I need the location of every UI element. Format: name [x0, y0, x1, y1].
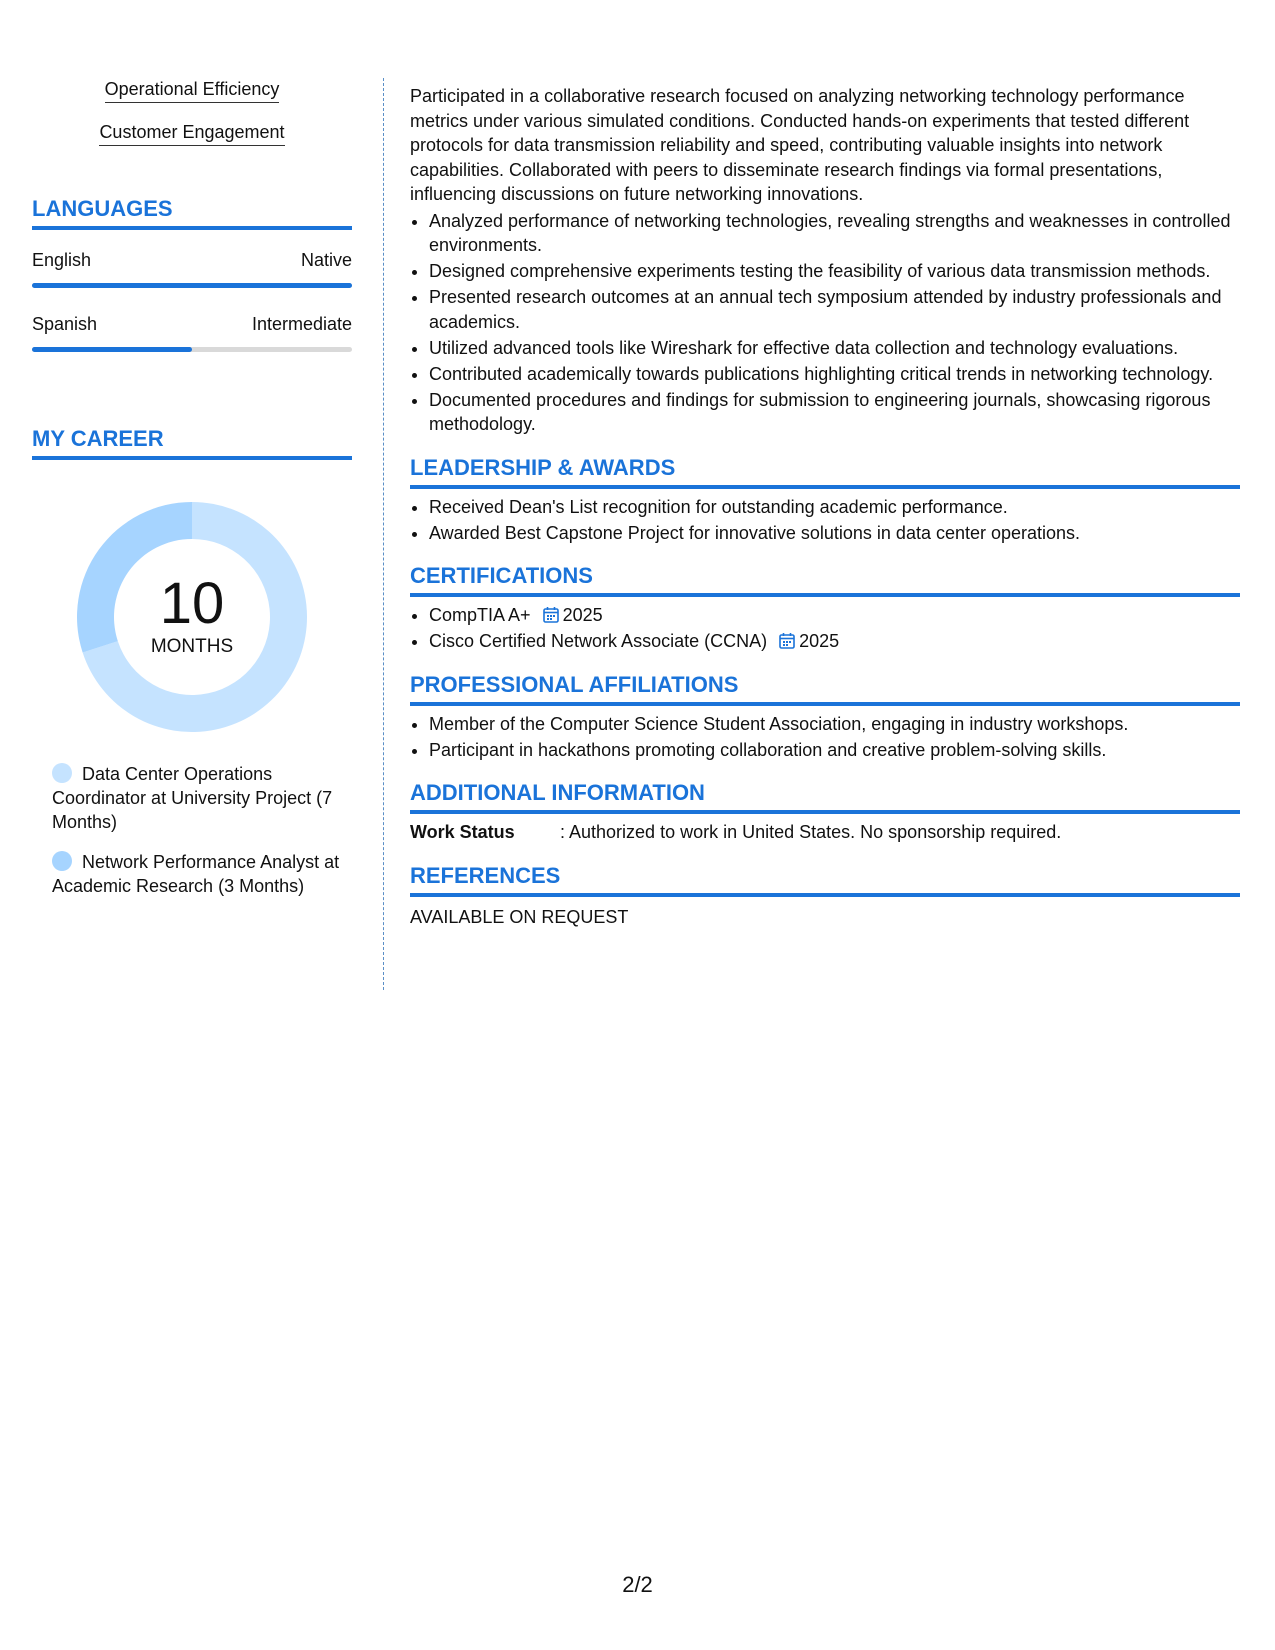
- career-total-number: 10: [159, 571, 225, 636]
- work-status-label: Work Status: [410, 822, 515, 842]
- skill-tag: Operational Efficiency: [105, 78, 280, 103]
- career-legend-label: Network Performance Analyst at Academic Research (3 Months): [52, 852, 340, 896]
- languages-section: [32, 196, 352, 352]
- certification-year: 2025: [562, 605, 603, 625]
- affiliations-section: [410, 672, 1240, 763]
- language-item: [32, 250, 352, 288]
- leadership-section: [410, 455, 1240, 546]
- language-level-bar: [32, 347, 352, 352]
- certification-item: [429, 603, 1240, 628]
- certifications-section: [410, 563, 1240, 654]
- references-section: [410, 863, 1240, 930]
- calendar-icon: [779, 632, 795, 649]
- certification-year: 2025: [799, 631, 840, 651]
- skill-tag: Customer Engagement: [99, 121, 284, 146]
- language-item: [32, 314, 352, 352]
- additional-section: [410, 780, 1240, 845]
- certifications-list: [410, 603, 1240, 654]
- list-item: • Member of the Computer Science Student Association, engaging in industry workshops.: [429, 712, 1240, 737]
- additional-heading: ADDITIONAL INFORMATION: [410, 780, 1240, 814]
- work-status-value: : Authorized to work in United States. No sponsorship required.: [560, 822, 1062, 842]
- calendar-icon: [543, 606, 559, 623]
- certifications-heading: CERTIFICATIONS: [410, 563, 1240, 597]
- certification-name: CompTIA A+: [429, 605, 531, 625]
- career-legend-item: [32, 762, 352, 834]
- career-legend: [32, 762, 352, 898]
- certification-item: [429, 629, 1240, 654]
- languages-heading: LANGUAGES: [32, 196, 352, 230]
- list-item: • Analyzed performance of networking technologies, revealing strengths and weaknesses in controlled environments.: [429, 209, 1240, 258]
- references-heading: REFERENCES: [410, 863, 1240, 897]
- language-level-bar: [32, 283, 352, 288]
- list-item: • Participant in hackathons promoting collaboration and creative problem-solving skills.: [429, 738, 1240, 763]
- career-donut-chart: [77, 502, 307, 732]
- career-legend-label: Data Center Operations Coordinator at University Project (7 Months): [52, 764, 333, 832]
- list-item: • Presented research outcomes at an annual tech symposium attended by industry professionals and academics.: [429, 285, 1240, 334]
- affiliations-list: [410, 712, 1240, 763]
- donut-center: [77, 571, 307, 658]
- leadership-heading: LEADERSHIP & AWARDS: [410, 455, 1240, 489]
- list-item: • Awarded Best Capstone Project for innovative solutions in data center operations.: [429, 521, 1240, 546]
- language-name: English: [32, 250, 92, 270]
- references-text: AVAILABLE ON REQUEST: [410, 906, 629, 927]
- language-level-fill: [32, 283, 352, 288]
- career-heading: MY CAREER: [32, 426, 352, 460]
- experience-bullets: [410, 209, 1240, 437]
- list-item: • Documented procedures and findings for submission to engineering journals, showcasing rigorous methodology.: [429, 388, 1240, 437]
- list-item: • Designed comprehensive experiments testing the feasibility of various data transmission methods.: [429, 259, 1240, 284]
- career-total-unit: MONTHS: [150, 636, 234, 657]
- certification-name: Cisco Certified Network Associate (CCNA): [429, 631, 768, 651]
- list-item: • Received Dean's List recognition for outstanding academic performance.: [429, 495, 1240, 520]
- column-divider: [383, 78, 384, 990]
- list-item: • Contributed academically towards publications highlighting critical trends in networking technology.: [429, 362, 1240, 387]
- experience-summary: Participated in a collaborative research focused on analyzing networking technology performance metrics under various simulated conditions. Conducted hands-on experiments that tested different protocols for data transmission reliability and speed, contributing valuable insights into network capabilities. Collaborated with peers to disseminate research findings via formal presentations, influencing discussions on future networking innovations.: [410, 86, 1190, 204]
- right-column: [410, 84, 1240, 929]
- list-item: • Utilized advanced tools like Wireshark for effective data collection and technology evaluations.: [429, 336, 1240, 361]
- language-level-fill: [32, 347, 192, 352]
- affiliations-heading: PROFESSIONAL AFFILIATIONS: [410, 672, 1240, 706]
- career-legend-item: [32, 850, 352, 898]
- leadership-list: [410, 495, 1240, 546]
- language-level: Intermediate: [251, 314, 352, 334]
- work-status-row: [410, 820, 1240, 845]
- career-section: [32, 426, 352, 898]
- language-level: Native: [300, 250, 352, 270]
- left-column: [32, 78, 352, 898]
- page-number: 2/2: [622, 1572, 653, 1597]
- legend-dot: [52, 851, 72, 871]
- legend-dot: [52, 763, 72, 783]
- language-name: Spanish: [32, 314, 98, 334]
